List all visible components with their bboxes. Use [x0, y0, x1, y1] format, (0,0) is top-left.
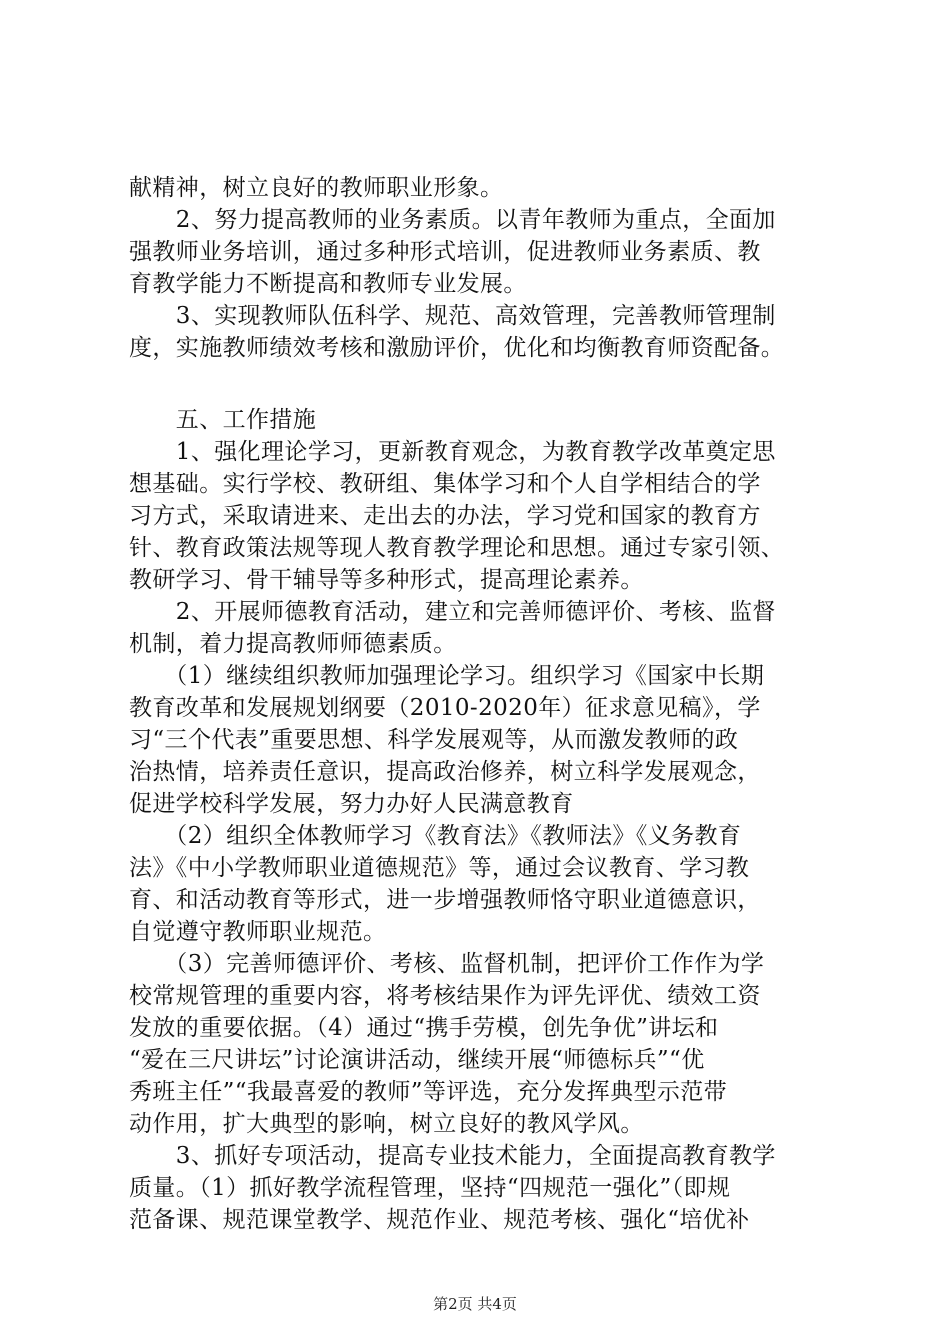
text-line: 强教师业务培训，通过多种形式培训，促进教师业务素质、教 — [129, 239, 761, 265]
text-line: 秀班主任”“我最喜爱的教师”等评选，充分发挥典型示范带 — [129, 1079, 728, 1105]
text-line: 想基础。实行学校、教研组、集体学习和个人自学相结合的学 — [129, 471, 761, 497]
text-line: 机制，着力提高教师师德素质。 — [129, 631, 457, 657]
text-line: 校常规管理的重要内容，将考核结果作为评先评优、绩效工资 — [129, 983, 761, 1009]
text-line: 育教学能力不断提高和教师专业发展。 — [129, 271, 527, 297]
section-heading: 五、工作措施 — [129, 407, 317, 433]
text-line: 2、努力提高教师的业务素质。以青年教师为重点，全面加 — [129, 207, 776, 233]
text-line: 习“三个代表”重要思想、科学发展观等，从而激发教师的政 — [129, 727, 739, 753]
text-line: （1）继续组织教师加强理论学习。组织学习《国家中长期 — [129, 663, 765, 689]
text-line: 育、和活动教育等形式，进一步增强教师恪守职业道德意识， — [129, 887, 761, 913]
body-text — [129, 172, 829, 1236]
text-line: 针、教育政策法规等现人教育教学理论和思想。通过专家引领、 — [129, 535, 785, 561]
text-line: “爱在三尺讲坛”讨论演讲活动，继续开展“师德标兵”“优 — [129, 1047, 705, 1073]
text-line: 1、强化理论学习，更新教育观念，为教育教学改革奠定思 — [129, 439, 776, 465]
text-line: 3、实现教师队伍科学、规范、高效管理，完善教师管理制 — [129, 303, 776, 329]
text-line: 习方式，采取请进来、走出去的办法，学习党和国家的教育方 — [129, 503, 761, 529]
text-line: 范备课、规范课堂教学、规范作业、规范考核、强化“培优补 — [129, 1207, 750, 1233]
text-line: 3、抓好专项活动，提高专业技术能力，全面提高教育教学 — [129, 1143, 776, 1169]
text-line: 治热情，培养责任意识，提高政治修养，树立科学发展观念， — [129, 759, 761, 785]
text-line: 教研学习、骨干辅导等多种形式，提高理论素养。 — [129, 567, 644, 593]
page-footer: 第2页 共4页 — [433, 1295, 517, 1313]
text-line: （2）组织全体教师学习《教育法》《教师法》《义务教育 — [129, 823, 742, 849]
text-line: 教育改革和发展规划纲要（2010-2020年）征求意见稿》，学 — [129, 695, 761, 721]
text-line: 献精神，树立良好的教师职业形象。 — [129, 175, 504, 201]
text-line: 度，实施教师绩效考核和激励评价，优化和均衡教育师资配备。 — [129, 335, 785, 361]
text-line: 促进学校科学发展，努力办好人民满意教育 — [129, 791, 574, 817]
text-line: （3）完善师德评价、考核、监督机制，把评价工作作为学 — [129, 951, 765, 977]
text-line: 法》《中小学教师职业道德规范》等，通过会议教育、学习教 — [129, 855, 750, 881]
text-line: 发放的重要依据。（4）通过“携手劳模，创先争优”讲坛和 — [129, 1015, 719, 1041]
text-line: 质量。（1）抓好教学流程管理，坚持“四规范一强化”（即规 — [129, 1175, 731, 1201]
text-line: 动作用，扩大典型的影响，树立良好的教风学风。 — [129, 1111, 644, 1137]
text-line: 2、开展师德教育活动，建立和完善师德评价、考核、监督 — [129, 599, 776, 625]
text-line: 自觉遵守教师职业规范。 — [129, 919, 387, 945]
paragraph-gap — [129, 364, 829, 404]
